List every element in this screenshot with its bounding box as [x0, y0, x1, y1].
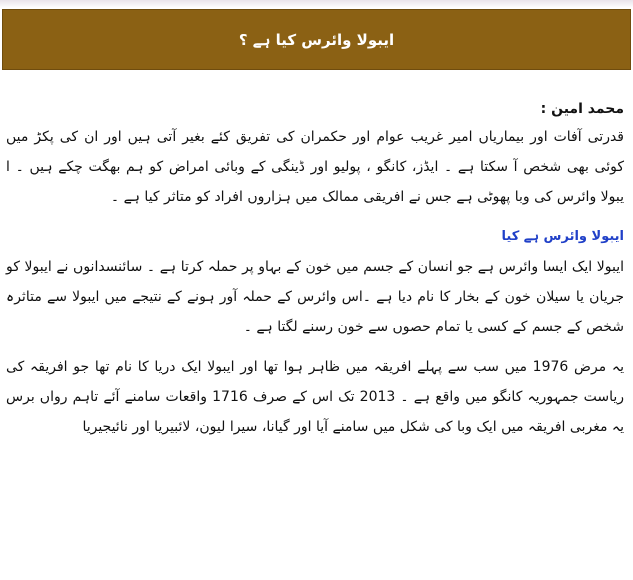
- article-header-banner: [2, 9, 631, 70]
- author-byline: محمد امین :: [540, 101, 624, 117]
- paragraph-intro: قدرتی آفات اور بیماریاں امیر غریب عوام اور حکمران کی تفریق کئے بغیر آتی ہیں اور ان کی پکڑ میں کوئی بھی شخص آ سکتا ہے ۔ ایڈز، کانگو ، پولیو اور ڈینگی کے وبائی امراض کو ہم بھگت چکے ہیں ۔ ا یبولا وائرس کی وبا پھوٹی ہے جس نے افریقی ممالک میں ہزاروں افراد کو متاثر کیا ہے ۔: [6, 129, 624, 205]
- paragraph-definition: ایبولا ایک ایسا وائرس ہے جو انسان کے جسم میں خون کے بہاو پر حملہ کرتا ہے ۔ سائنسدانوں نے ایبولا کو جریان یا سیلان خون کے بخار کا نام دیا ہے ۔اس وائرس کے حملہ آور ہونے کے نتیجے میں ایبولا سے متاثرہ شخص کے جسم کے کسی یا تمام حصوں سے خون رسنے لگتا ہے ۔: [6, 259, 624, 335]
- paragraph-gap: [6, 212, 624, 222]
- article-body: [6, 96, 624, 442]
- top-strip: [0, 0, 633, 8]
- article-title: ایبولا وائرس کیا ہے ؟: [238, 30, 395, 49]
- paragraph-gap: [6, 342, 624, 352]
- paragraph-history: یہ مرض 1976 میں سب سے پہلے افریقہ میں ظاہر ہوا تھا اور ایبولا ایک دریا کا نام تھا جو افریقہ کی ریاست جمہوریہ کانگو میں واقع ہے ۔ 2013 تک اس کے صرف 1716 واقعات سامنے آئے تاہم رواں برس یہ مغربی افریقہ میں ایک وبا کی شکل میں سامنے آیا اور گیانا، سیرا لیون، لائبیریا اور نائیجیریا: [6, 359, 624, 435]
- section-subheading: ایبولا وائرس ہے کیا: [501, 229, 624, 244]
